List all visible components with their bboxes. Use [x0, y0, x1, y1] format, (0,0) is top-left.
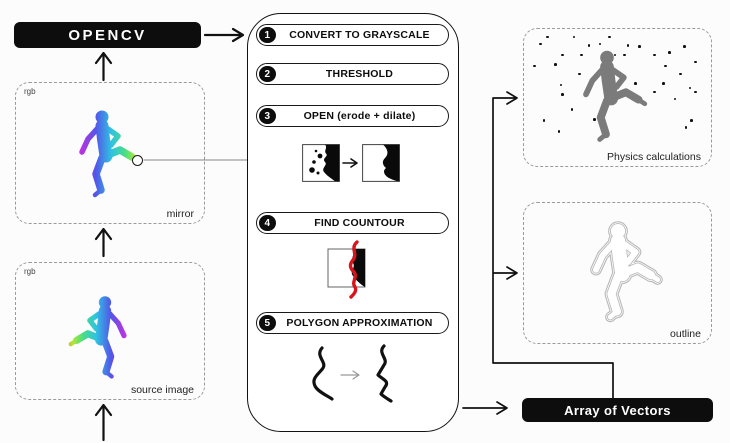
rgb-tag: rgb [24, 267, 36, 276]
outline-figure [574, 218, 684, 328]
polygon-approx-thumbnail [308, 344, 400, 406]
step-number-badge: 5 [259, 315, 276, 332]
source-caption: source image [130, 384, 194, 396]
foot-marker-circle-icon [132, 155, 143, 166]
scatter-dot-icon [554, 63, 557, 66]
step-2-pill [256, 63, 449, 85]
scatter-dot-icon [674, 98, 677, 101]
source-figure [48, 291, 143, 386]
arrow-up-icon [94, 227, 113, 258]
scatter-dot-icon [694, 91, 697, 94]
scatter-dot-icon [690, 119, 693, 122]
scatter-dot-icon [561, 93, 564, 96]
scatter-dot-icon [608, 36, 611, 39]
step-1-pill [256, 24, 449, 46]
rgb-tag: rgb [24, 87, 36, 96]
opencv-title-box [14, 22, 201, 48]
scatter-dot-icon [539, 43, 542, 46]
step-3-pill [256, 105, 449, 127]
noisy-mask-thumbnail [302, 144, 340, 182]
step-label: FIND COUNTOUR [314, 217, 405, 229]
step-number-badge: 4 [259, 215, 276, 232]
opencv-title-label: OPENCV [68, 26, 147, 44]
array-of-vectors-label: Array of Vectors [564, 402, 671, 418]
scatter-dot-icon [558, 130, 561, 133]
scatter-dot-icon [685, 126, 688, 129]
scatter-dot-icon [689, 87, 692, 90]
scatter-dot-icon [560, 84, 563, 87]
step-number-badge: 3 [259, 108, 276, 125]
contour-trace-thumbnail [324, 241, 372, 299]
scatter-dot-icon [694, 61, 697, 64]
step-number-badge: 1 [259, 27, 276, 44]
outline-caption: outline [670, 328, 701, 340]
physics-figure [565, 45, 670, 150]
step-label: THRESHOLD [325, 68, 394, 80]
scatter-dot-icon [683, 45, 686, 48]
arrow-up-icon [94, 403, 113, 441]
physics-caption: Physics calculations [607, 151, 701, 163]
step-number-badge: 2 [259, 66, 276, 83]
mirror-caption: mirror [166, 208, 194, 220]
clean-mask-thumbnail [362, 144, 400, 182]
scatter-dot-icon [533, 65, 536, 68]
scatter-dot-icon [679, 73, 682, 76]
step-label: POLYGON APPROXIMATION [286, 317, 433, 329]
arrow-up-icon [94, 51, 113, 82]
step-label: CONVERT TO GRAYSCALE [289, 29, 430, 41]
arrow-right-icon [203, 27, 249, 43]
step-5-pill [256, 312, 449, 334]
step-label: OPEN (erode + dilate) [303, 110, 416, 122]
step-4-pill [256, 212, 449, 234]
scatter-dot-icon [543, 119, 546, 122]
scatter-dot-icon [573, 36, 576, 39]
arrow-right-icon [342, 156, 361, 170]
scatter-dot-icon [546, 36, 549, 39]
scatter-dot-icon [561, 54, 564, 57]
